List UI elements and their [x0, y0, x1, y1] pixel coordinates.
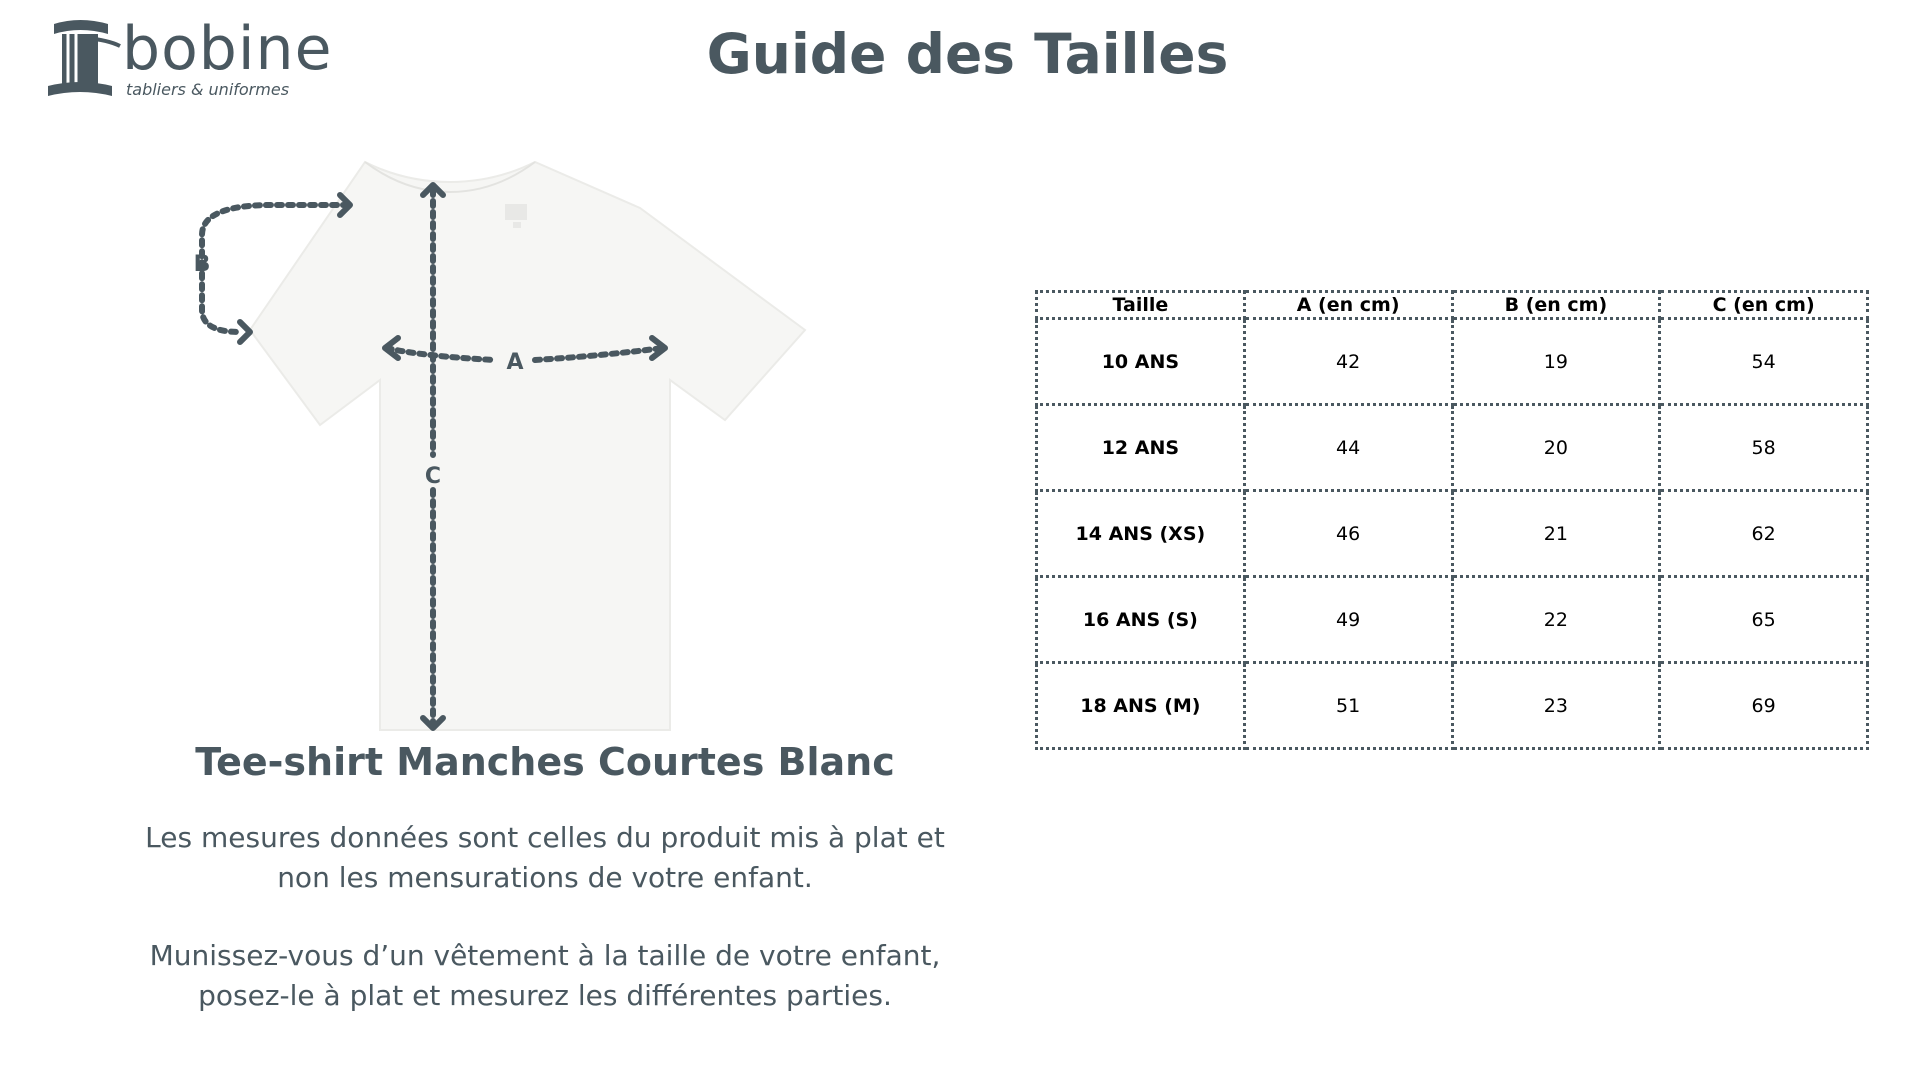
- value-cell: 21: [1452, 491, 1660, 577]
- note-line: posez-le à plat et mesurez les différentes parties.: [198, 979, 892, 1012]
- measure-note: [100, 818, 990, 898]
- column-header: C (en cm): [1660, 292, 1868, 319]
- product-title: Tee-shirt Manches Courtes Blanc: [195, 740, 895, 784]
- table-row: [1037, 491, 1868, 577]
- value-cell: 42: [1244, 319, 1452, 405]
- value-cell: 58: [1660, 405, 1868, 491]
- size-cell: 18 ANS (M): [1037, 663, 1245, 749]
- size-cell: 12 ANS: [1037, 405, 1245, 491]
- page-title: Guide des Tailles: [706, 22, 1229, 86]
- column-header: Taille: [1037, 292, 1245, 319]
- value-cell: 49: [1244, 577, 1452, 663]
- size-table: [1035, 290, 1869, 750]
- value-cell: 19: [1452, 319, 1660, 405]
- table-header-row: [1037, 292, 1868, 319]
- value-cell: 69: [1660, 663, 1868, 749]
- value-cell: 20: [1452, 405, 1660, 491]
- value-cell: 62: [1660, 491, 1868, 577]
- table-row: [1037, 663, 1868, 749]
- size-cell: 10 ANS: [1037, 319, 1245, 405]
- column-header: A (en cm): [1244, 292, 1452, 319]
- label-b: B: [193, 252, 211, 277]
- value-cell: 65: [1660, 577, 1868, 663]
- label-c: C: [424, 464, 442, 489]
- value-cell: 23: [1452, 663, 1660, 749]
- value-cell: 44: [1244, 405, 1452, 491]
- instruction-note: [100, 936, 990, 1016]
- label-a: A: [506, 350, 524, 375]
- logo-brand: bobine: [122, 14, 333, 84]
- note-line: non les mensurations de votre enfant.: [277, 861, 813, 894]
- table-row: [1037, 319, 1868, 405]
- logo-tagline: tabliers & uniformes: [126, 80, 290, 99]
- table-row: [1037, 405, 1868, 491]
- size-cell: 16 ANS (S): [1037, 577, 1245, 663]
- measurement-diagram: [180, 150, 830, 740]
- value-cell: 51: [1244, 663, 1452, 749]
- column-header: B (en cm): [1452, 292, 1660, 319]
- note-line: Munissez-vous d’un vêtement à la taille de votre enfant,: [149, 939, 941, 972]
- value-cell: 54: [1660, 319, 1868, 405]
- table-row: [1037, 577, 1868, 663]
- size-cell: 14 ANS (XS): [1037, 491, 1245, 577]
- value-cell: 46: [1244, 491, 1452, 577]
- value-cell: 22: [1452, 577, 1660, 663]
- tshirt-image: [250, 162, 805, 730]
- note-line: Les mesures données sont celles du produit mis à plat et: [145, 821, 945, 854]
